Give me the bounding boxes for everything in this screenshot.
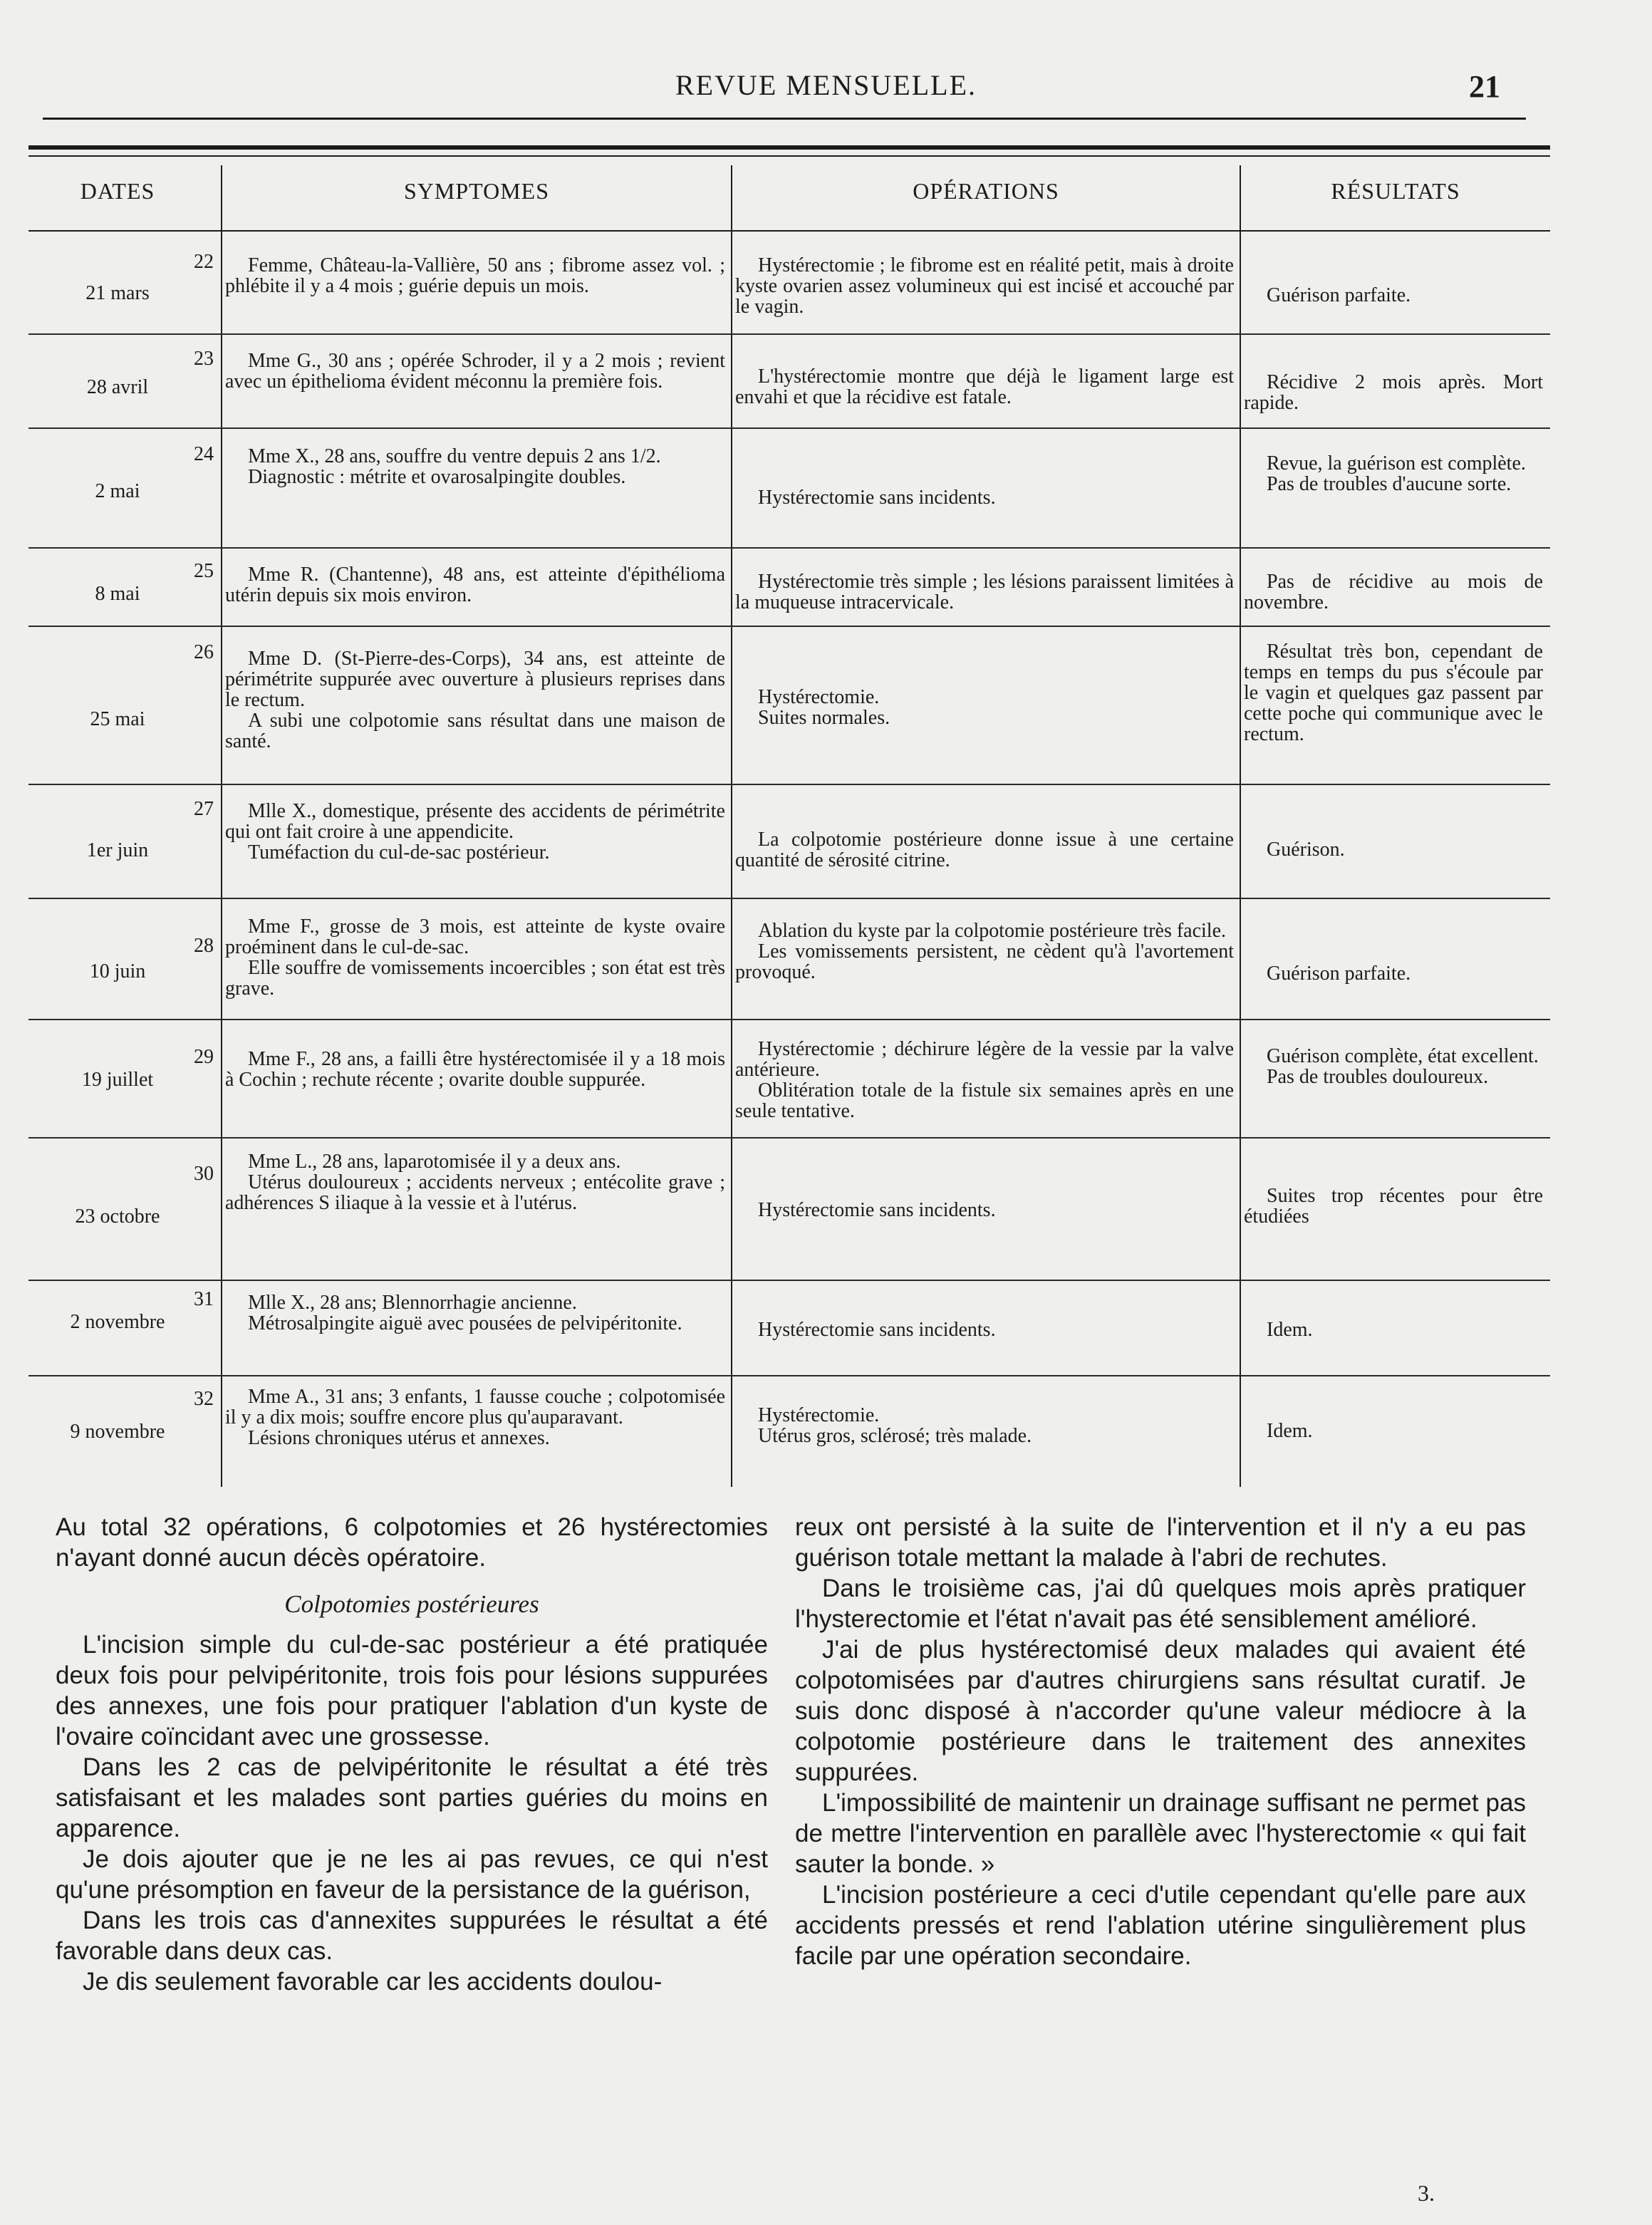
row-symptomes: Femme, Château-la-Vallière, 50 ans ; fibrome assez vol. ; phlébite il y a 4 mois ; guérie depuis un mois. (225, 254, 725, 297)
header-rule (43, 118, 1526, 120)
row-separator (28, 898, 1550, 899)
row-resultats: Idem. (1267, 1319, 1313, 1341)
row-date: 21 mars (85, 282, 150, 304)
row-date: 2 mai (95, 480, 140, 502)
row-symptomes: Mlle X., 28 ans; Blennorrhagie ancienne. Métrosalpingite aiguë avec pousées de pelvipéritonite. (248, 1292, 682, 1334)
running-title: REVUE MENSUELLE. (675, 69, 977, 101)
row-operations: Hystérectomie ; déchirure légère de la vessie par la valve antérieure. Oblitération totale de la fistule six semaines après en une seule tentative. (735, 1038, 1234, 1122)
row-resultats: Récidive 2 mois après. Mort rapide. (1244, 371, 1543, 414)
row-resultats: Guérison parfaite. (1267, 963, 1411, 985)
row-resultats: Suites trop récentes pour être étudiées (1244, 1185, 1543, 1228)
row-resultats: Guérison. (1267, 839, 1345, 861)
row-symptomes: Mme R. (Chantenne), 48 ans, est atteinte d'épithélioma utérin depuis six mois environ. (225, 564, 725, 606)
page-number: 21 (1469, 69, 1500, 104)
body-paragraph: Je dois ajouter que je ne les ai pas revues, ce qui n'est qu'une présomption en faveur de la persistance de la guérison, (56, 1845, 768, 1904)
row-symptomes: Mlle X., domestique, présente des accidents de périmétrite qui ont fait croire à une appendicite. Tuméfaction du cul-de-sac postérieur. (225, 800, 725, 863)
row-date: 25 mai (90, 708, 145, 730)
signature-number: 3. (1418, 2180, 1435, 2206)
row-operations: Hystérectomie sans incidents. (758, 487, 996, 509)
row-resultats: Résultat très bon, cependant de temps en temps du pus s'écoule par le vagin et quelques gaz passent par cette poche qui communique avec le rectum. (1244, 640, 1543, 745)
row-symptomes: Mme F., grosse de 3 mois, est atteinte de kyste ovaire proéminent dans le cul-de-sac. Elle souffre de vomissements incoercibles ; son état est très grave. (225, 916, 725, 1000)
row-separator (28, 784, 1550, 785)
column-header-resultats: RÉSULTATS (1331, 178, 1460, 204)
row-date: 1er juin (86, 839, 149, 861)
case-number: 26 (194, 641, 214, 663)
row-symptomes: Mme X., 28 ans, souffre du ventre depuis 2 ans 1/2. Diagnostic : métrite et ovarosalpingite doubles. (248, 445, 661, 488)
body-paragraph: Dans les trois cas d'annexites suppurées le résultat a été favorable dans deux cas. (56, 1907, 768, 1965)
row-operations: Hystérectomie très simple ; les lésions paraissent limitées à la muqueuse intracervicale. (735, 571, 1234, 613)
case-number: 29 (194, 1046, 214, 1068)
row-resultats: Guérison parfaite. (1267, 284, 1411, 306)
row-separator (28, 1019, 1550, 1020)
body-paragraph: L'impossibilité de maintenir un drainage suffisant ne permet pas de mettre l'intervention en parallèle avec l'hysterectomie « qui fait sauter la bonde. » (795, 1789, 1526, 1878)
row-separator (28, 1137, 1550, 1139)
row-date: 10 juin (89, 960, 146, 982)
row-resultats: Guérison complète, état excellent. Pas de troubles douloureux. (1267, 1045, 1539, 1088)
column-divider (221, 165, 222, 1487)
case-number: 30 (194, 1163, 214, 1185)
row-operations: Hystérectomie. Suites normales. (758, 686, 890, 729)
body-paragraph: Je dis seulement favorable car les accidents doulou- (83, 1968, 663, 1996)
case-number: 28 (194, 935, 214, 957)
row-date: 2 novembre (70, 1311, 165, 1333)
row-resultats: Pas de récidive au mois de novembre. (1244, 571, 1543, 613)
row-operations: Hystérectomie ; le fibrome est en réalité petit, mais à droite kyste ovarien assez volumineux qui est incisé et accouché par le vagin. (735, 254, 1234, 318)
column-header-operations: OPÉRATIONS (913, 178, 1059, 204)
row-operations: Hystérectomie sans incidents. (758, 1319, 996, 1341)
row-symptomes: Mme A., 31 ans; 3 enfants, 1 fausse couche ; colpotomisée il y a dix mois; souffre encore plus qu'auparavant. Lésions chroniques utérus et annexes. (225, 1386, 725, 1449)
row-separator (28, 1375, 1550, 1376)
case-number: 25 (194, 560, 214, 582)
row-operations: La colpotomie postérieure donne issue à une certaine quantité de sérosité citrine. (735, 829, 1234, 871)
body-paragraph: Dans le troisième cas, j'ai dû quelques mois après pratiquer l'hysterectomie et l'état n'avait pas été sensiblement amélioré. (795, 1575, 1526, 1633)
row-date: 8 mai (95, 583, 140, 605)
case-number: 32 (194, 1388, 214, 1410)
body-paragraph: J'ai de plus hystérectomisé deux malades qui avaient été colpotomisées par d'autres chirurgiens sans résultat curatif. Je suis donc disposé à n'accorder qu'une valeur médiocre à la colpotomie postérieure dans le traitement des annexites suppurées. (795, 1636, 1526, 1786)
case-number: 27 (194, 798, 214, 820)
column-divider (731, 165, 732, 1487)
table-top-rule-thin (28, 155, 1550, 157)
row-separator (28, 626, 1550, 627)
row-symptomes: Mme L., 28 ans, laparotomisée il y a deux ans. Utérus douloureux ; accidents nerveux ; entécolite grave ; adhérences S iliaque à la vessie et à l'utérus. (225, 1151, 725, 1214)
row-separator (28, 427, 1550, 429)
row-operations: Hystérectomie sans incidents. (758, 1199, 996, 1221)
body-paragraph: L'incision postérieure a ceci d'utile cependant qu'elle pare aux accidents pressés et rend l'ablation utérine singulièrement plus facile par une opération secondaire. (795, 1881, 1526, 1970)
row-operations: Hystérectomie. Utérus gros, sclérosé; très malade. (758, 1404, 1032, 1447)
row-resultats: Idem. (1267, 1420, 1313, 1442)
case-number: 31 (194, 1288, 214, 1310)
body-left-column (56, 1512, 768, 1997)
column-divider (1240, 165, 1241, 1487)
row-separator (28, 333, 1550, 335)
row-date: 19 juillet (81, 1069, 154, 1091)
column-header-symptomes: SYMPTOMES (403, 178, 550, 204)
body-paragraph: L'incision simple du cul-de-sac postérieur a été pratiquée deux fois pour pelvipéritonite, trois fois pour lésions suppurées des annexes, une fois pour pratiquer l'ablation d'un kyste de l'ovaire coïncidant avec une grossesse. (56, 1631, 768, 1751)
column-header-dates: DATES (80, 178, 155, 204)
row-symptomes: Mme D. (St-Pierre-des-Corps), 34 ans, est atteinte de périmétrite suppurée avec ouverture à plusieurs reprises dans le rectum. A subi une colpotomie sans résultat dans une maison de santé. (225, 648, 725, 752)
row-resultats: Revue, la guérison est complète. Pas de troubles d'aucune sorte. (1267, 452, 1526, 495)
row-symptomes: Mme G., 30 ans ; opérée Schroder, il y a 2 mois ; revient avec un épithelioma évident méconnu la première fois. (225, 350, 725, 393)
body-paragraph: Dans les 2 cas de pelvipéritonite le résultat a été très satisfaisant et les malades sont parties guéries du moins en apparence. (56, 1753, 768, 1842)
section-subheading: Colpotomies postérieures (284, 1590, 539, 1618)
row-date: 9 novembre (70, 1421, 165, 1443)
row-separator (28, 547, 1550, 549)
row-date: 28 avril (86, 376, 149, 398)
table-header-rule (28, 230, 1550, 232)
row-operations: L'hystérectomie montre que déjà le ligament large est envahi et que la récidive est fatale. (735, 365, 1234, 408)
case-number: 22 (194, 251, 214, 273)
row-operations: Ablation du kyste par la colpotomie postérieure très facile. Les vomissements persistent, ne cèdent qu'à l'avortement provoqué. (735, 920, 1234, 983)
body-right-column (795, 1512, 1526, 1971)
intro-paragraph: Au total 32 opérations, 6 colpotomies et 26 hystérectomies n'ayant donné aucun décès opératoire. (56, 1513, 768, 1572)
case-number: 23 (194, 348, 214, 370)
table-top-rule (28, 145, 1550, 150)
case-number: 24 (194, 443, 214, 465)
body-paragraph: reux ont persisté à la suite de l'intervention et il n'y a eu pas guérison totale mettant la malade à l'abri de rechutes. (795, 1513, 1526, 1572)
row-date: 23 octobre (75, 1205, 160, 1228)
row-symptomes: Mme F., 28 ans, a failli être hystérectomisée il y a 18 mois à Cochin ; rechute récente ; ovarite double suppurée. (225, 1048, 725, 1091)
row-separator (28, 1280, 1550, 1281)
